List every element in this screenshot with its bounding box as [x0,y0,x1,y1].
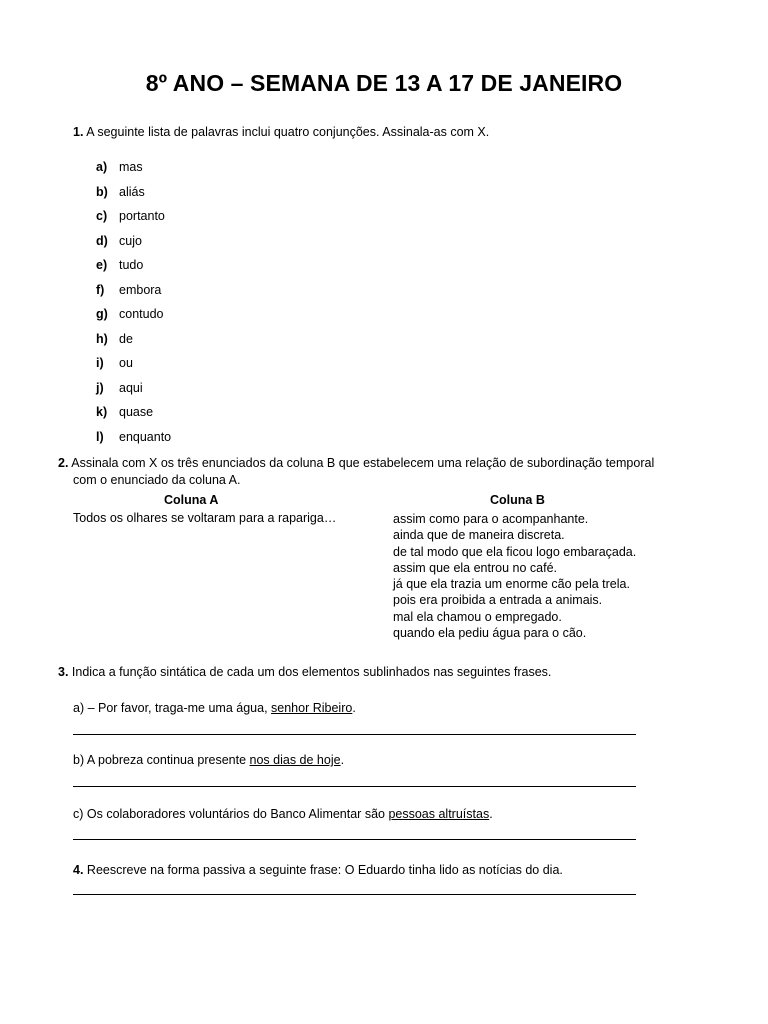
page-title: 8º ANO – SEMANA DE 13 A 17 DE JANEIRO [145,70,623,96]
option-word: quase [119,405,154,419]
option-letter: h) [96,331,108,346]
column-a-text: Todos os olhares se voltaram para a rapariga… [73,511,337,525]
sentence-a-text: a) – Por favor, traga-me uma água, [73,701,272,715]
column-b-item[interactable]: assim como para o acompanhante. [393,512,589,526]
question-2-text-line1: Assinala com X os três enunciados da coluna B que estabelecem uma relação de subordinação temporal [71,456,655,470]
column-b-item[interactable]: assim que ela entrou no café. [393,560,557,575]
question-2-text-line2: com o enunciado da coluna A. [73,473,241,487]
option-item[interactable] [96,356,133,370]
option-word: ou [119,356,133,370]
sentence-a [73,701,356,715]
sentence-a-end: . [352,701,356,715]
option-letter: k) [96,405,108,419]
option-letter: b) [96,184,108,199]
option-word: contudo [119,307,164,321]
sentence-b-end: . [340,753,345,767]
option-letter: f) [96,282,105,297]
sentence-a-underlined: senhor Ribeiro [271,701,353,715]
question-3-number: 3. [58,665,69,679]
option-word: aqui [119,380,143,395]
column-b-header: Coluna B [490,493,545,507]
option-item[interactable] [96,234,142,248]
option-letter: d) [96,233,108,248]
column-b-item[interactable]: de tal modo que ela ficou logo embaraçada. [393,544,637,559]
option-letter: e) [96,258,108,272]
column-b-list [393,511,636,641]
option-word: de [119,331,133,346]
option-item[interactable] [96,258,143,272]
question-2 [58,455,654,489]
question-1-text: A seguinte lista de palavras inclui quatro conjunções. Assinala-as com X. [86,125,490,139]
sentence-c-text: c) Os colaboradores voluntários do Banco Alimentar são [73,807,389,821]
option-word: tudo [119,258,144,272]
question-3 [58,664,551,681]
option-item[interactable] [96,283,161,297]
question-2-number: 2. [58,456,69,470]
option-item[interactable] [96,405,153,419]
option-word: aliás [119,184,145,199]
option-item[interactable] [96,160,143,174]
question-4-text: Reescreve na forma passiva a seguinte frase: O Eduardo tinha lido as notícias do dia. [86,863,563,877]
option-item[interactable] [96,332,133,346]
option-item[interactable] [96,307,163,321]
sentence-b-underlined: nos dias de hoje [249,753,341,767]
option-letter: g) [96,307,108,321]
answer-line-c[interactable] [73,839,636,840]
question-4 [73,862,563,879]
column-b-item[interactable]: ainda que de maneira discreta. [393,528,565,543]
option-word: portanto [119,209,165,223]
option-word: enquanto [119,429,172,444]
option-letter: i) [96,356,104,370]
question-1-number: 1. [73,125,84,139]
option-letter: a) [96,160,108,174]
option-word: cujo [119,233,142,248]
sentence-b [73,753,344,767]
column-b-item[interactable]: mal ela chamou o empregado. [393,609,562,624]
column-a-header: Coluna A [164,493,219,507]
option-word: mas [119,160,143,174]
sentence-c-underlined: pessoas altruístas [388,807,490,821]
column-b-item[interactable]: quando ela pediu água para o cão. [393,626,587,641]
answer-line-b[interactable] [73,786,636,787]
column-b-item[interactable]: pois era proibida a entrada a animais. [393,593,603,608]
option-letter: l) [96,429,104,444]
answer-line-4[interactable] [73,894,636,895]
option-item[interactable] [96,185,145,199]
option-item[interactable] [96,430,171,444]
question-4-number: 4. [73,863,84,877]
answer-line-a[interactable] [73,734,636,735]
question-3-text: Indica a função sintática de cada um dos elementos sublinhados nas seguintes frases. [71,665,552,679]
sentence-c-end: . [489,807,493,821]
option-letter: j) [96,380,104,395]
option-item[interactable] [96,209,165,223]
option-letter: c) [96,209,108,223]
sentence-b-text: b) A pobreza continua presente [73,753,250,767]
option-item[interactable] [96,381,143,395]
question-1 [73,124,489,141]
column-b-item[interactable]: já que ela trazia um enorme cão pela trela. [393,577,630,592]
sentence-c [73,807,493,821]
option-word: embora [119,282,162,297]
